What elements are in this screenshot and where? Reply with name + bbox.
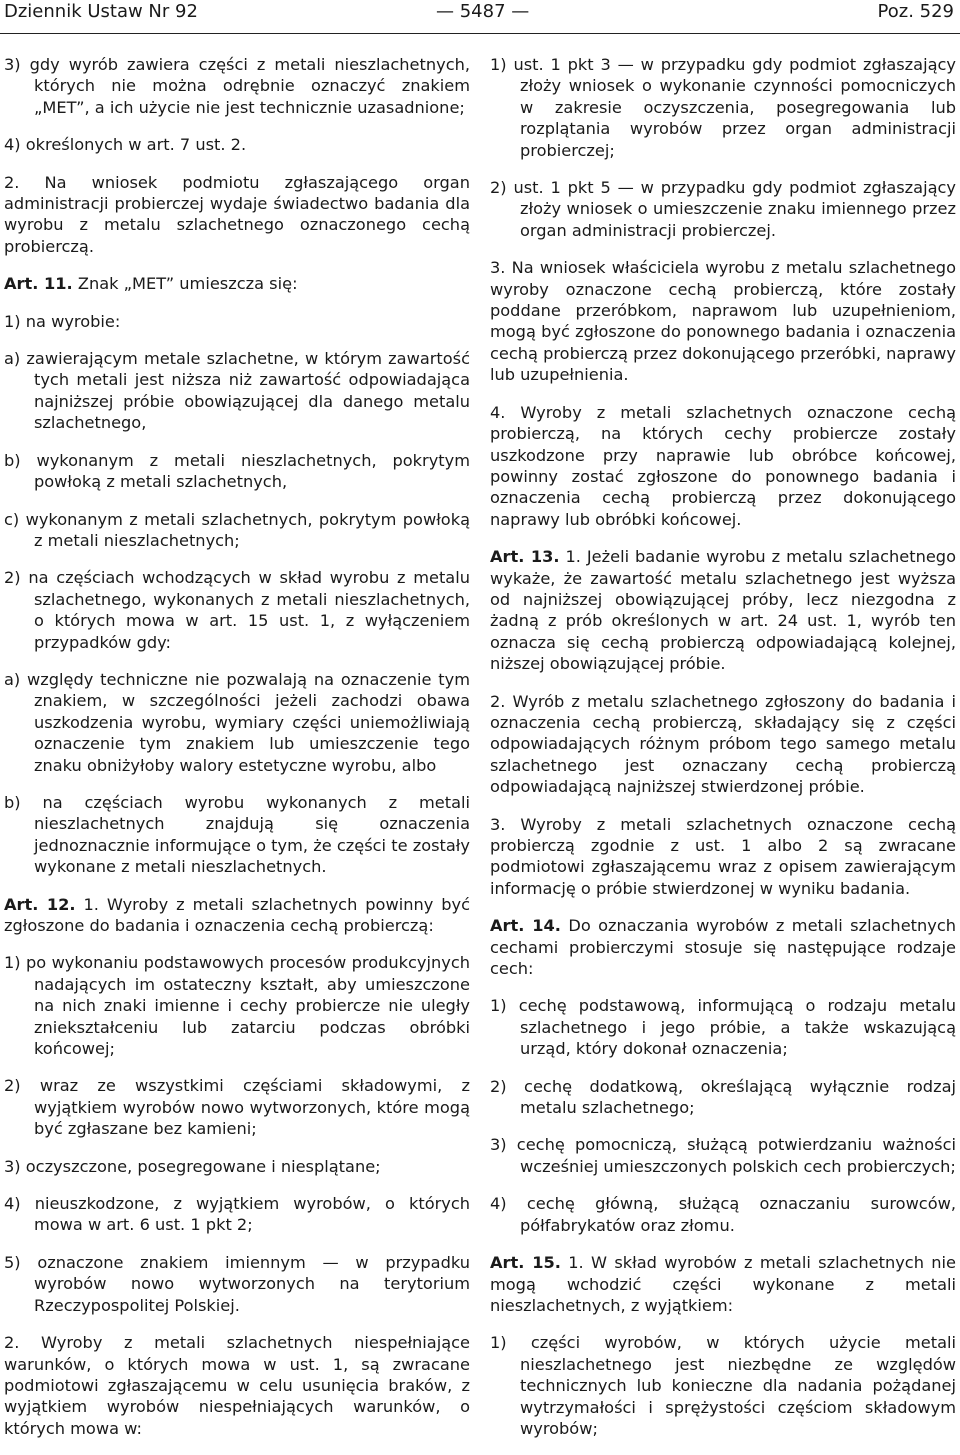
article-text: Do oznaczania wyrobów z metali szlachetnych cechami probierczymi stosuje się następujące rodzaje cech: bbox=[490, 916, 956, 979]
paragraph: 1) ust. 1 pkt 3 — w przypadku gdy podmiot zgłaszający złoży wniosek o wykonanie czynności pomocniczych w zakresie oczyszczenia, posegregowania lub rozplątania wyrobów przez organ administracji probierczej; bbox=[490, 55, 956, 160]
paragraph: 2) wraz ze wszystkimi częściami składowymi, z wyjątkiem wyrobów nowo wytworzonych, które mogą być zgłaszane bez kamieni; bbox=[4, 1076, 470, 1139]
paragraph: 1) po wykonaniu podstawowych procesów produkcyjnych nadających im ostateczny kształt, aby umieszczone na nich znaki imienne i cechy probiercze nie uległy zniekształceniu lub zatarciu podczas obróbki końcowej; bbox=[4, 953, 470, 1059]
paragraph: a) zawierającym metale szlachetne, w którym zawartość tych metali jest niższa niż zawartość odpowiadająca najniższej próbie obowiązującej dla danego metalu szlachetnego, bbox=[4, 349, 470, 433]
article-heading: Art. 12. bbox=[4, 894, 76, 914]
page-number: — 5487 — bbox=[436, 1, 530, 22]
left-column bbox=[4, 54, 470, 1455]
article-text: Znak „MET” umieszcza się: bbox=[72, 274, 298, 294]
paragraph: 4. Wyroby z metali szlachetnych oznaczone cechą probierczą, na których cechy probiercze zostały uszkodzone przy naprawie lub obróbce końcowej, powinny zostać zgłoszone do ponownego badania i oznaczenia cechą probierczą przez dokonującego naprawy lub obróbki końcowej. bbox=[490, 402, 956, 529]
article-paragraph bbox=[490, 915, 956, 979]
paragraph: 3) oczyszczone, posegregowane i niesplątane; bbox=[4, 1156, 381, 1176]
article-heading: Art. 15. bbox=[490, 1253, 561, 1273]
article-paragraph bbox=[4, 273, 470, 294]
right-column bbox=[490, 54, 956, 1455]
paragraph: b) na częściach wyrobu wykonanych z metali nieszlachetnych znajdują się oznaczenia jednoznacznie informujące o tym, że części te zostały wykonane z metali nieszlachetnych. bbox=[4, 792, 470, 877]
position-number: Poz. 529 bbox=[877, 1, 954, 22]
header-rule bbox=[0, 33, 960, 34]
journal-title: Dziennik Ustaw Nr 92 bbox=[4, 1, 198, 22]
article-text: 1. Wyroby z metali szlachetnych powinny być zgłoszone do badania i oznaczenia cechą probierczą: bbox=[4, 894, 470, 935]
paragraph: 2. Wyrób z metalu szlachetnego zgłoszony do badania i oznaczenia cechą probierczą, składający się z części odpowiadających różnym próbom tego samego metalu szlachetnego jest oznaczany cechą probierczą odpowiadającą najniższej stwierdzonej próbie. bbox=[490, 691, 956, 797]
article-heading: Art. 11. bbox=[4, 274, 73, 294]
paragraph: 2. Wyroby z metali szlachetnych niespełniające warunków, o których mowa w ust. 1, są zwracane podmiotowi zgłaszającemu w celu usunięcia braków, z wyjątkiem wyrobów niespełniających warunków, o których mowa w: bbox=[4, 1333, 470, 1438]
paragraph: 3) gdy wyrób zawiera części z metali nieszlachetnych, których nie można odrębnie oznaczyć znakiem „MET”, a ich użycie nie jest technicznie uzasadnione; bbox=[4, 55, 470, 117]
paragraph: 2. Na wniosek podmiotu zgłaszającego organ administracji probierczej wydaje świadectwo badania dla wyrobu z metalu szlachetnego oznaczonego cechą probierczą. bbox=[4, 172, 470, 256]
page-header bbox=[0, 0, 960, 34]
article-paragraph bbox=[4, 894, 470, 937]
paragraph: 2) na częściach wchodzących w skład wyrobu z metalu szlachetnego, wykonanych z metali nieszlachetnych, o których mowa w art. 15 ust. 1, z wyłączeniem przypadków gdy: bbox=[4, 568, 470, 652]
paragraph: 1) części wyrobów, w których użycie metali nieszlachetnego jest niezbędne ze względów technicznych lub konieczne dla nadania pożądanej wytrzymałości i sprężystości częściom składowym wyrobów; bbox=[490, 1333, 956, 1438]
paragraph: 3. Na wniosek właściciela wyrobu z metalu szlachetnego wyroby oznaczone cechą probierczą, które zostały poddane przeróbkom, naprawom lub uzupełnieniom, mogą być zgłoszone do ponownego badania i oznaczenia cechą probierczą przez dokonującego przeróbki, naprawy lub uzupełnienia. bbox=[490, 258, 956, 385]
paragraph: 5) oznaczone znakiem imiennym — w przypadku wyrobów nowo wytworzonych na terytorium Rzeczypospolitej Polskiej. bbox=[4, 1252, 470, 1315]
article-heading: Art. 14. bbox=[490, 916, 561, 936]
paragraph: 1) na wyrobie: bbox=[4, 311, 121, 331]
paragraph: 1) cechę podstawową, informującą o rodzaju metalu szlachetnego i jego próbie, a także wskazującą urząd, który dokonał oznaczenia; bbox=[490, 996, 956, 1059]
article-paragraph bbox=[490, 1252, 956, 1316]
paragraph: 3) cechę pomocniczą, służącą potwierdzaniu ważności wcześniej umieszczonych polskich cech probierczych; bbox=[490, 1135, 956, 1176]
paragraph: 2) ust. 1 pkt 5 — w przypadku gdy podmiot zgłaszający złoży wniosek o umieszczenie znaku imiennego przez organ administracji probierczej. bbox=[490, 178, 956, 240]
article-text: 1. Jeżeli badanie wyrobu z metalu szlachetnego wykaże, że zawartość metalu szlachetnego jest wyższa od najniższej obowiązującej próby, lecz niezgodna z żadną z prób określonych w art. 24 ust. 1, wyrób ten oznacza się cechą probierczą odpowiadającą kolejnej, niższej obowiązującej próbie. bbox=[490, 547, 956, 674]
paragraph: 2) cechę dodatkową, określającą wyłącznie rodzaj metalu szlachetnego; bbox=[490, 1076, 956, 1118]
article-text: 1. W skład wyrobów z metali szlachetnych nie mogą wchodzić części wykonane z metali nieszlachetnych, z wyjątkiem: bbox=[490, 1253, 956, 1315]
paragraph: 4) określonych w art. 7 ust. 2. bbox=[4, 135, 247, 155]
paragraph: 4) cechę główną, służącą oznaczaniu surowców, półfabrykatów oraz złomu. bbox=[490, 1194, 956, 1235]
article-heading: Art. 13. bbox=[490, 547, 560, 567]
paragraph: 3. Wyroby z metali szlachetnych oznaczone cechą probierczą zgodnie z ust. 1 albo 2 są zwracane podmiotowi zgłaszającemu wraz z opisem zawierającym informację o próbie stwierdzonej w wyniku badania. bbox=[490, 814, 956, 898]
paragraph: 4) nieuszkodzone, z wyjątkiem wyrobów, o których mowa w art. 6 ust. 1 pkt 2; bbox=[4, 1194, 470, 1235]
paragraph: b) wykonanym z metali nieszlachetnych, pokrytym powłoką z metali szlachetnych, bbox=[4, 450, 470, 492]
paragraph: c) wykonanym z metali szlachetnych, pokrytym powłoką z metali nieszlachetnych; bbox=[4, 509, 470, 550]
paragraph: a) względy techniczne nie pozwalają na oznaczenie tym znakiem, w szczególności jeżeli zachodzi obawa uszkodzenia wyrobu, wymiary części uniemożliwiają oznaczenie tym znakiem lub umieszczenie tego znaku obniżyłoby walory estetyczne wyrobu, albo bbox=[4, 669, 470, 775]
article-paragraph bbox=[490, 546, 956, 674]
